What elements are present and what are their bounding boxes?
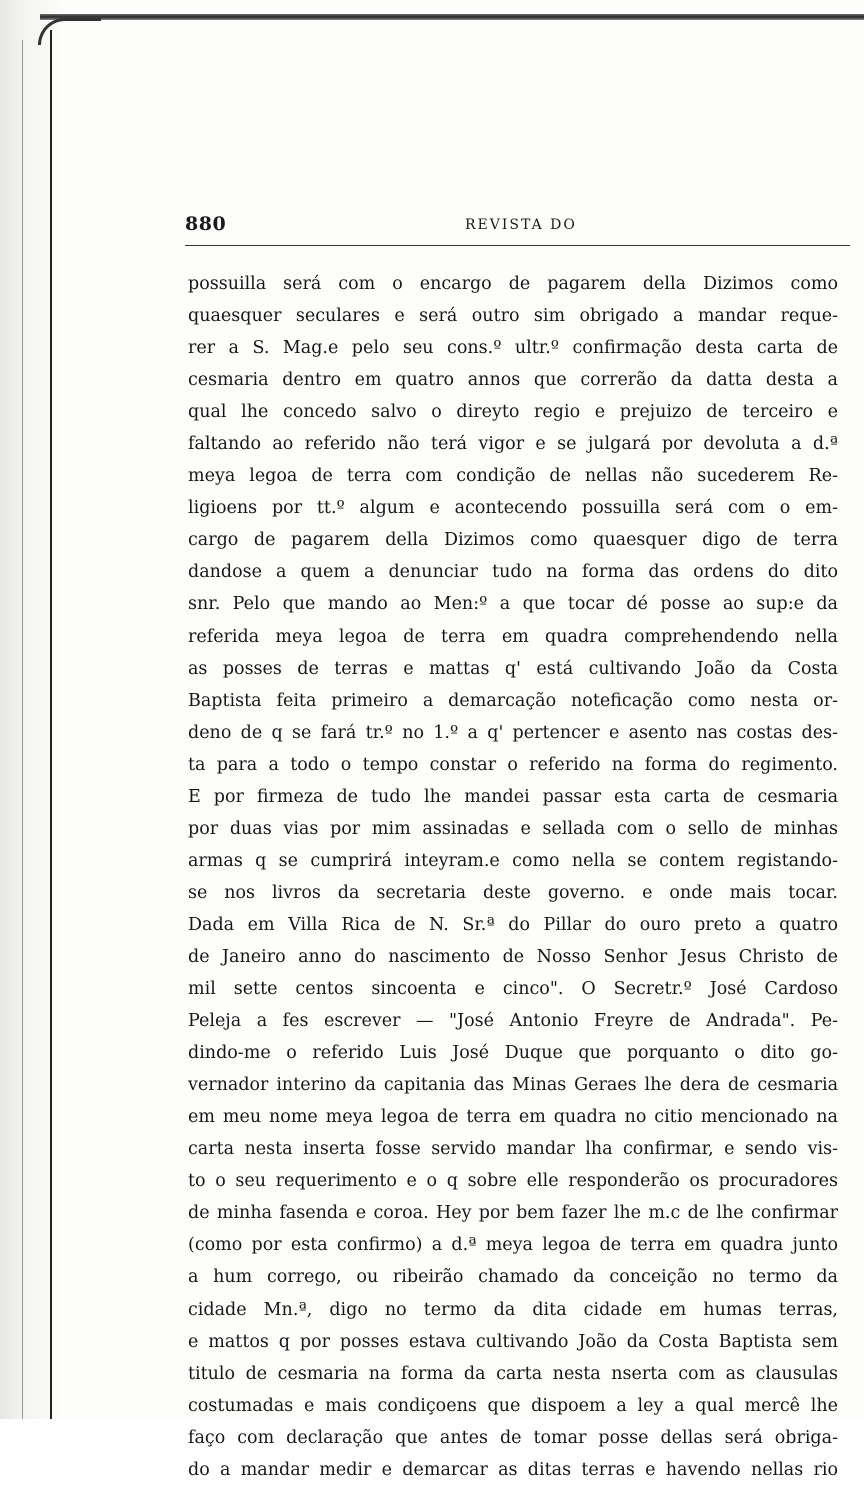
text-line: mil sette centos sincoenta e cinco". O Secretr.º José Cardoso	[188, 979, 838, 1000]
binding-margin-line	[50, 30, 52, 1419]
text-line: vernador interino da capitania das Minas Geraes lhe dera de cesmaria	[188, 1075, 838, 1096]
text-line: em meu nome meya legoa de terra em quadra no citio mencionado na	[188, 1107, 838, 1128]
running-title: REVISTA DO	[465, 217, 577, 233]
text-line: titulo de cesmaria na forma da carta nesta nserta com as clausulas	[188, 1363, 838, 1384]
text-line: (como por esta confirmo) a d.ª meya legoa de terra em quadra junto	[188, 1235, 838, 1256]
text-line: Baptista feita primeiro a demarcação noteficação como nesta or-	[188, 690, 838, 711]
text-line: e mattos q por posses estava cultivando João da Costa Baptista sem	[188, 1331, 838, 1352]
text-line: cargo de pagarem della Dizimos como quaesquer digo de terra	[188, 530, 838, 551]
top-scan-border	[40, 14, 864, 20]
text-line: deno de q se fará tr.º no 1.º a q' pertencer e asento nas costas des-	[188, 722, 838, 743]
text-line: dandose a quem a denunciar tudo na forma das ordens do dito	[188, 562, 838, 583]
text-line: carta nesta inserta fosse servido mandar lha confirmar, e sendo vis-	[188, 1139, 838, 1160]
text-line: ligioens por tt.º algum e acontecendo possuilla será com o em-	[188, 498, 838, 519]
text-line: de minha fasenda e coroa. Hey por bem fazer lhe m.c de lhe confirmar	[188, 1203, 838, 1224]
text-line: do a mandar medir e demarcar as ditas terras e havendo nellas rio	[188, 1459, 838, 1480]
text-line: de Janeiro anno do nascimento de Nosso Senhor Jesus Christo de	[188, 946, 838, 967]
text-line: faço com declaração que antes de tomar posse dellas será obriga-	[188, 1427, 838, 1448]
page-number: 880	[185, 213, 227, 235]
text-line: as posses de terras e mattas q' está cultivando João da Costa	[188, 658, 838, 679]
text-line: cesmaria dentro em quatro annos que correrão da datta desta a	[188, 370, 838, 391]
binding-shadow-line	[22, 40, 23, 1419]
text-line: meya legoa de terra com condição de nellas não sucederem Re-	[188, 466, 838, 487]
text-line: quaesquer seculares e será outro sim obrigado a mandar reque-	[188, 306, 838, 327]
text-line: possuilla será com o encargo de pagarem della Dizimos como	[188, 274, 838, 294]
page-header	[185, 205, 850, 241]
text-line: a hum corrego, ou ribeirão chamado da conceição no termo da	[188, 1267, 838, 1288]
text-line: Peleja a fes escrever — "José Antonio Freyre de Andrada". Pe-	[188, 1011, 838, 1032]
text-line: armas q se cumprirá inteyram.e como nella se contem registando-	[188, 850, 838, 871]
text-line: por duas vias por mim assinadas e sellada com o sello de minhas	[188, 818, 838, 839]
text-line: referida meya legoa de terra em quadra comprehendendo nella	[188, 626, 838, 647]
text-line: costumadas e mais condiçoens que dispoem a ley a qual mercê lhe	[188, 1395, 838, 1416]
text-line: qual lhe concedo salvo o direyto regio e prejuizo de terceiro e	[188, 402, 838, 423]
text-line: dindo-me o referido Luis José Duque que porquanto o dito go-	[188, 1043, 838, 1064]
text-line: snr. Pelo que mando ao Men:º a que tocar dé posse ao sup:e da	[188, 594, 838, 615]
header-rule	[185, 245, 850, 246]
text-line: Dada em Villa Rica de N. Sr.ª do Pillar do ouro preto a quatro	[188, 914, 838, 935]
text-line: faltando ao referido não terá vigor e se julgará por devoluta a d.ª	[188, 434, 838, 455]
body-text	[188, 268, 838, 1486]
text-line: cidade Mn.ª, digo no termo da dita cidade em humas terras,	[188, 1299, 838, 1320]
text-line: ta para a todo o tempo constar o referido na forma do regimento.	[188, 754, 838, 775]
text-line: E por firmeza de tudo lhe mandei passar esta carta de cesmaria	[188, 786, 838, 807]
text-line: rer a S. Mag.e pelo seu cons.º ultr.º confirmação desta carta de	[188, 338, 838, 359]
text-line: to o seu requerimento e o q sobre elle responderão os procuradores	[188, 1171, 838, 1192]
text-line: se nos livros da secretaria deste governo. e onde mais tocar.	[188, 882, 838, 903]
